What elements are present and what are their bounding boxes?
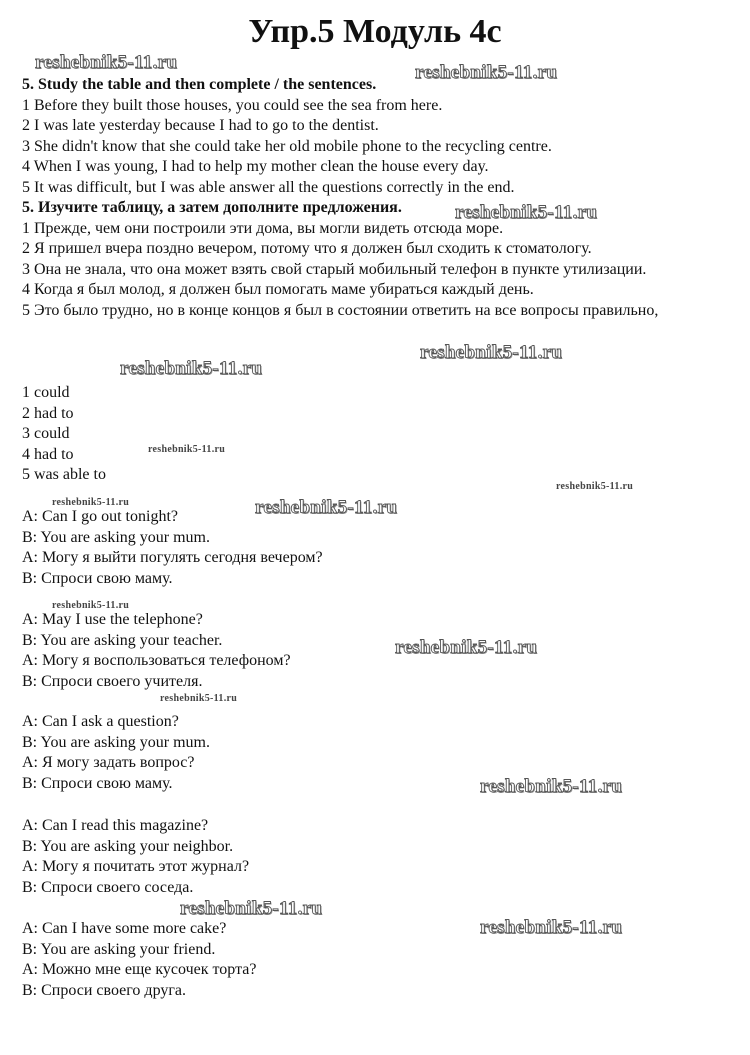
dialogue-line: B: You are asking your mum.: [22, 528, 210, 546]
dialogue-line: B: Спроси свою маму.: [22, 774, 173, 792]
task-ru-heading: 5. Изучите таблицу, а затем дополните предложения.: [22, 199, 402, 216]
dialogue-line: A: Могу я почитать этот журнал?: [22, 858, 250, 875]
watermark: reshebnik5-11.ru: [148, 444, 226, 455]
dialogue-line: B: You are asking your friend.: [22, 940, 216, 958]
answer-3: 3 could: [22, 425, 70, 442]
watermark: reshebnik5-11.ru: [52, 497, 130, 508]
task-en-heading: 5. Study the table and then complete / the sentences.: [22, 76, 377, 93]
watermark: reshebnik5-11.ru: [455, 202, 598, 223]
task-ru-sentence-3: 3 Она не знала, что она может взять свой старый мобильный телефон в пункте утилизации.: [22, 260, 647, 278]
watermark: reshebnik5-11.ru: [480, 917, 623, 938]
task-en-sentence-2: 2 I was late yesterday because I had to go to the dentist.: [22, 117, 379, 134]
dialogue-line: A: Я могу задать вопрос?: [22, 754, 195, 771]
answer-5: 5 was able to: [22, 466, 106, 483]
task-ru-sentence-4: 4 Когда я был молод, я должен был помогать маме убираться каждый день.: [22, 281, 534, 298]
watermark: reshebnik5-11.ru: [420, 342, 563, 363]
watermark: reshebnik5-11.ru: [556, 481, 634, 492]
watermark: reshebnik5-11.ru: [480, 776, 623, 797]
task-en-sentence-3: 3 She didn't know that she could take her old mobile phone to the recycling centre.: [22, 137, 552, 155]
watermark: reshebnik5-11.ru: [395, 637, 538, 658]
answer-4: 4 had to: [22, 445, 74, 463]
task-en-sentence-1: 1 Before they built those houses, you could see the sea from here.: [22, 96, 443, 114]
dialogue-line: A: May I use the telephone?: [22, 611, 203, 628]
task-ru-sentence-2: 2 Я пришел вчера поздно вечером, потому что я должен был сходить к стоматологу.: [22, 240, 592, 257]
dialogue-line: A: Can I read this magazine?: [22, 817, 209, 834]
task-russian: [22, 198, 722, 321]
dialogue-line: B: You are asking your teacher.: [22, 631, 223, 649]
watermark: reshebnik5-11.ru: [255, 497, 398, 518]
watermark: reshebnik5-11.ru: [180, 898, 323, 919]
dialogue-1: [22, 507, 722, 589]
watermark: reshebnik5-11.ru: [35, 52, 178, 73]
dialogue-4: [22, 816, 722, 898]
task-ru-sentence-5: 5 Это было трудно, но в конце концов я был в состоянии ответить на все вопросы правильно,: [22, 301, 659, 319]
dialogue-line: B: Спроси своего учителя.: [22, 672, 203, 690]
watermark: reshebnik5-11.ru: [52, 600, 130, 611]
watermark: reshebnik5-11.ru: [160, 693, 238, 704]
dialogue-line: B: Спроси свою маму.: [22, 569, 173, 587]
dialogue-line: A: Могу я воспользоваться телефоном?: [22, 652, 291, 669]
answers-list: [22, 383, 722, 486]
task-en-sentence-4: 4 When I was young, I had to help my mother clean the house every day.: [22, 158, 489, 175]
dialogue-line: A: Можно мне еще кусочек торта?: [22, 961, 257, 978]
page-title: Упр.5 Модуль 4с: [248, 13, 502, 50]
dialogue-line: B: Спроси своего соседа.: [22, 878, 194, 896]
dialogue-2: [22, 610, 722, 692]
answer-1: 1 could: [22, 384, 70, 401]
task-english: [22, 75, 722, 198]
watermark: reshebnik5-11.ru: [415, 62, 558, 83]
watermark: reshebnik5-11.ru: [120, 358, 263, 379]
dialogue-line: B: Спроси своего друга.: [22, 981, 187, 999]
task-en-sentence-5: 5 It was difficult, but I was able answer all the questions correctly in the end.: [22, 178, 515, 196]
task-ru-sentence-1: 1 Прежде, чем они построили эти дома, вы могли видеть отсюда море.: [22, 219, 504, 237]
dialogue-line: A: Can I have some more cake?: [22, 920, 227, 937]
dialogue-line: A: Can I ask a question?: [22, 713, 179, 730]
answer-2: 2 had to: [22, 404, 74, 422]
dialogue-line: A: Могу я выйти погулять сегодня вечером?: [22, 549, 323, 566]
dialogue-line: B: You are asking your neighbor.: [22, 837, 234, 855]
dialogue-line: A: Can I go out tonight?: [22, 508, 178, 525]
dialogue-line: B: You are asking your mum.: [22, 733, 210, 751]
